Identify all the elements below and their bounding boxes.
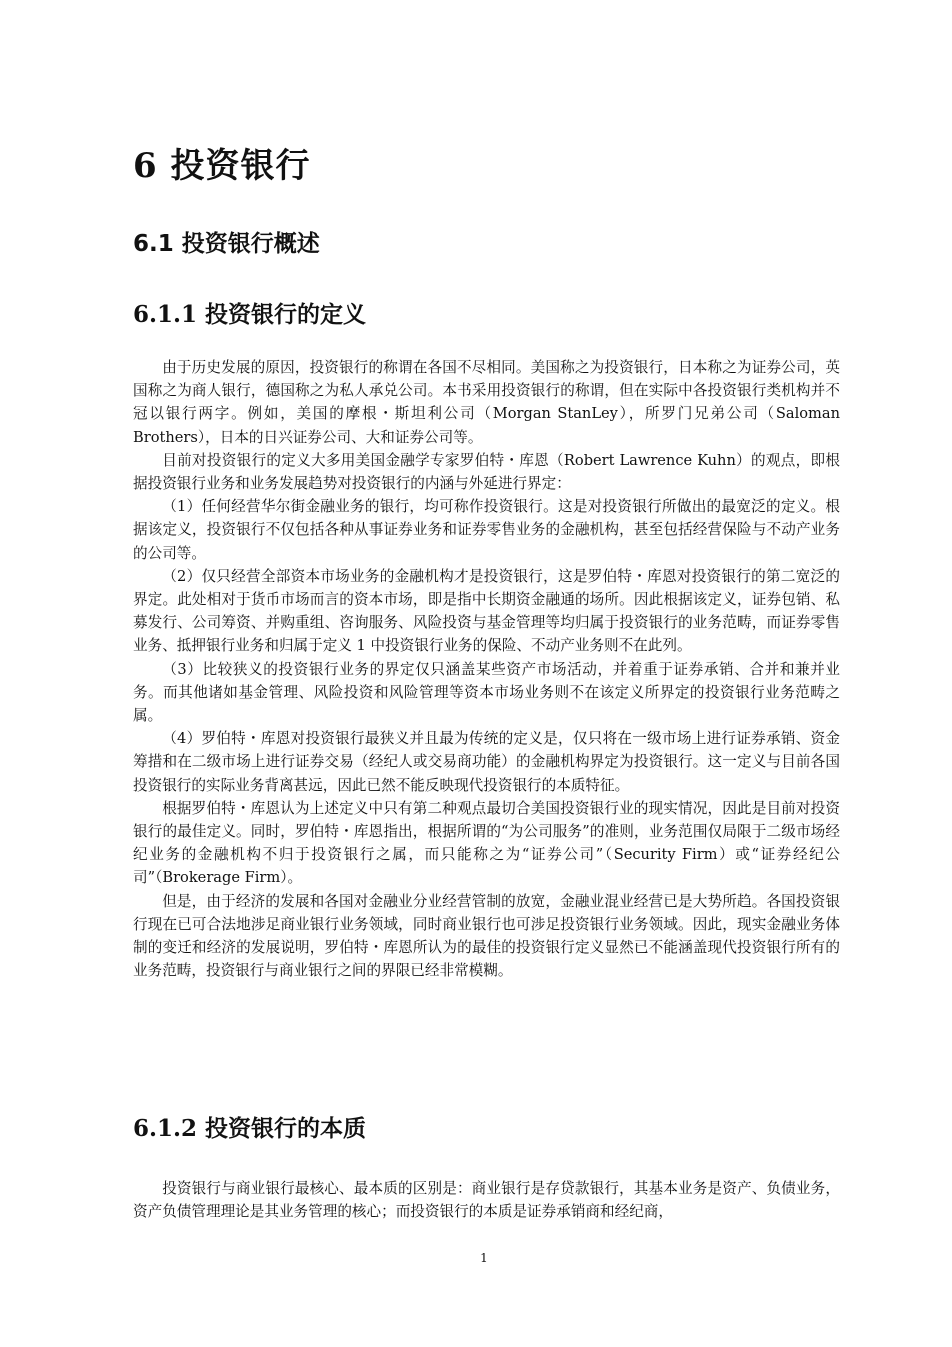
subsection-title-essence: 6.1.2 投资银行的本质 [133, 1115, 367, 1142]
page-number: 1 [480, 1251, 488, 1265]
paragraph: 根据罗伯特・库恩认为上述定义中只有第二种观点最切合美国投资银行业的现实情况，因此是目前对投资银行的最佳定义。同时，罗伯特・库恩指出，根据所谓的“为公司服务”的准则，业务范围仅局限于二级市场经纪业务的金融机构不归于投资银行之属，而只能称之为“证券公司”（Security Firm）或“证券经纪公司”（Brokerage Firm）。 [133, 799, 840, 887]
section-title: 6.1 投资银行概述 [133, 231, 320, 257]
paragraph: 由于历史发展的原因，投资银行的称谓在各国不尽相同。美国称之为投资银行，日本称之为证券公司，英国称之为商人银行，德国称之为私人承兑公司。本书采用投资银行的称谓，但在实际中各投资银行类机构并不冠以银行两字。例如，美国的摩根・斯坦利公司（Morgan StanLey），所罗门兄弟公司（Saloman Brothers），日本的日兴证券公司、大和证券公司等。 [133, 359, 840, 446]
chapter-title: 6 投资银行 [133, 146, 311, 186]
definition-body [133, 356, 840, 982]
paragraph: （1）任何经营华尔街金融业务的银行，均可称作投资银行。这是对投资银行所做出的最宽泛的定义。根据该定义，投资银行不仅包括各种从事证券业务和证券零售业务的金融机构，甚至包括经营保险与不动产业务的公司等。 [133, 498, 840, 562]
paragraph: （4）罗伯特・库恩对投资银行最狭义并且最为传统的定义是，仅只将在一级市场上进行证券承销、资金筹措和在二级市场上进行证券交易（经纪人或交易商功能）的金融机构界定为投资银行。这一定义与目前各国投资银行的实际业务背离甚远，因此已然不能反映现代投资银行的本质特征。 [133, 730, 840, 794]
subsection-title-definition: 6.1.1 投资银行的定义 [133, 301, 367, 328]
paragraph: 目前对投资银行的定义大多用美国金融学专家罗伯特・库恩（Robert Lawrence Kuhn）的观点，即根据投资银行业务和业务发展趋势对投资银行的内涵与外延进行界定： [133, 451, 840, 493]
paragraph: 但是，由于经济的发展和各国对金融业分业经营管制的放宽，金融业混业经营已是大势所趋。各国投资银行现在已可合法地涉足商业银行业务领域，同时商业银行也可涉足投资银行业务领域。因此，现实金融业务体制的变迁和经济的发展说明，罗伯特・库恩所认为的最佳的投资银行定义显然已不能涵盖现代投资银行所有的业务范畴，投资银行与商业银行之间的界限已经非常模糊。 [133, 892, 840, 980]
paragraph: （3）比较狭义的投资银行业务的界定仅只涵盖某些资产市场活动，并着重于证券承销、合并和兼并业务。而其他诸如基金管理、风险投资和风险管理等资本市场业务则不在该定义所界定的投资银行业务范畴之属。 [133, 660, 840, 725]
paragraph: 投资银行与商业银行最核心、最本质的区别是：商业银行是存贷款银行，其基本业务是资产、负债业务，资产负债管理理论是其业务管理的核心；而投资银行的本质是证券承销商和经纪商， [133, 1180, 840, 1221]
essence-body [133, 1177, 840, 1223]
paragraph: （2）仅只经营全部资本市场业务的金融机构才是投资银行，这是罗伯特・库恩对投资银行的第二宽泛的界定。此处相对于货币市场而言的资本市场，即是指中长期资金融通的场所。因此根据该定义，证券包销、私募发行、公司筹资、并购重组、咨询服务、风险投资与基金管理等均归属于投资银行的业务范畴，而证券零售业务、抵押银行业务和归属于定义 1 中投资银行业务的保险、不动产业务则不在此列。 [133, 567, 840, 655]
